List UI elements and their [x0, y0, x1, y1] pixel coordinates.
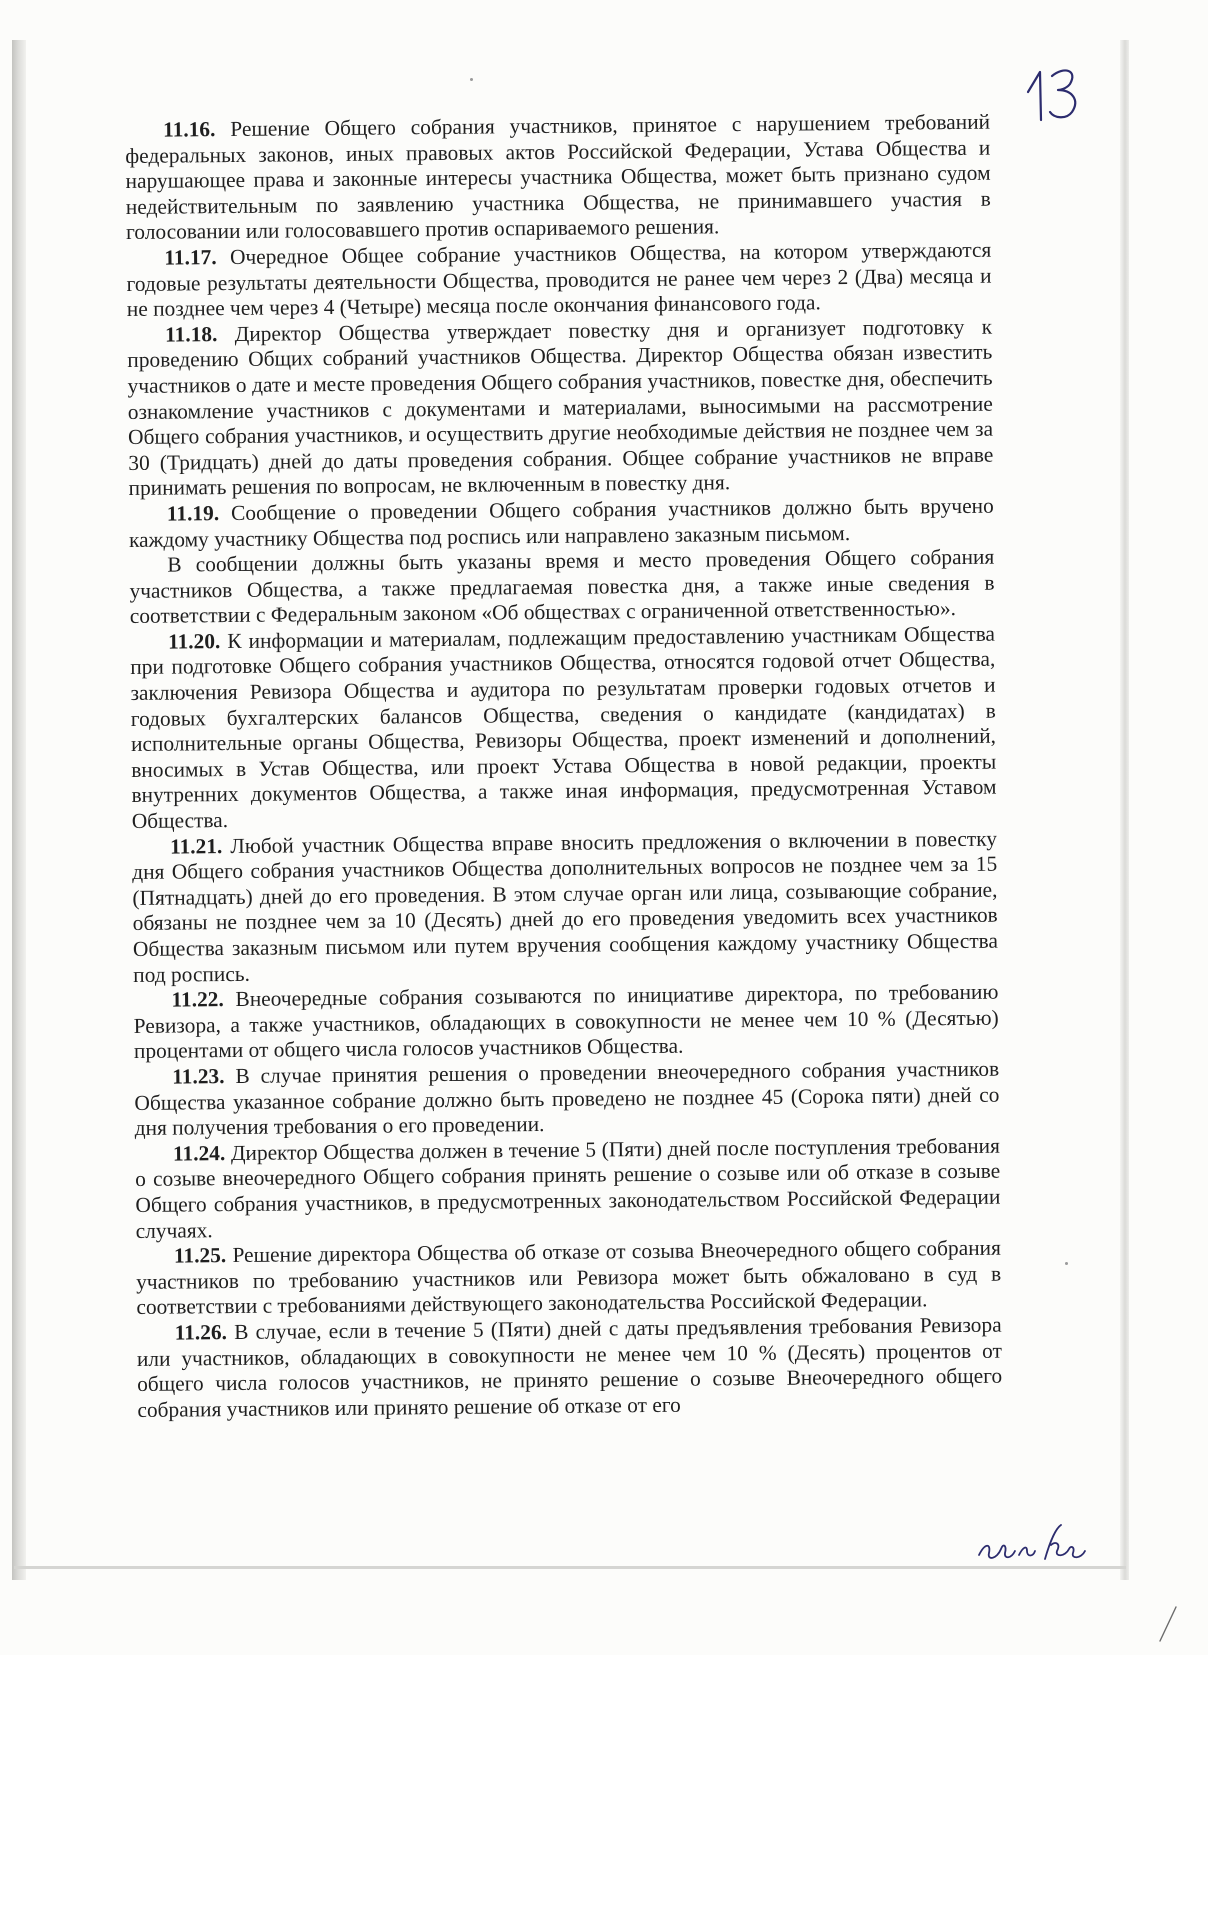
clause-11-25	[136, 1236, 1002, 1321]
scan-right-edge	[1120, 40, 1129, 1580]
clause-11-22	[133, 980, 999, 1065]
scan-speck	[470, 78, 473, 81]
clause-text: Решение Общего собрания участников, принятое с нарушением требований федеральных законов, иных правовых актов Российской Федерации, Устава Общества и нарушающее права и законные интересы участника Общества, может быть признано судом недействительным по заявлению участника Общества, не принимавшего участия в голосовании или голосовавшего против оспариваемого решения.	[125, 109, 991, 245]
clause-number: 11.24.	[172, 1140, 226, 1166]
clause-11-20	[130, 622, 997, 835]
clause-text: Сообщение о проведении Общего собрания участников должно быть вручено каждому участнику Общества под роспись или направлено заказным письмом.	[128, 493, 994, 552]
clause-number: 11.26.	[174, 1319, 228, 1345]
clause-text: Решение директора Общества об отказе от созыва Внеочередного общего собрания участников по требованию участников или Ревизора может быть обжаловано в суд в соответствии с требованиями действующего законодательства Российской Федерации.	[136, 1235, 1002, 1320]
clause-number: 11.19.	[166, 501, 220, 526]
clause-text: Директор Общества должен в течение 5 (Пяти) дней после поступления требования о созыве внеочередного Общего собрания принять решение о созыве или об отказе в созыве Общего собрания участников, в предусмотренных законодательством Российской Федерации случаях.	[135, 1133, 1001, 1243]
clause-text: В случае принятия решения о проведении внеочередного собрания участников Общества указанное собрание должно быть проведено не позднее 45 (Сорока пяти) дней со дня получения требования о его проведении.	[134, 1056, 1000, 1141]
scan-speck	[1065, 1262, 1068, 1265]
clause-text: Очередное Общее собрание участников Общества, на котором утверждаются годовые результаты деятельности Общества, проводится не ранее чем через 2 (Два) месяца и не позднее чем через 4 (Четыре) месяца после окончания финансового года.	[126, 237, 992, 322]
clause-11-19	[129, 494, 994, 553]
clause-text: В случае, если в течение 5 (Пяти) дней с даты предъявления требования Ревизора или участников, обладающих в совокупности не менее чем 10 % (Десять) процентов от общего числа голосов участников, не принято решение о созыве Внеочередного общего собрания участников или принято решение об отказе от его	[136, 1312, 1003, 1422]
clause-number: 11.16.	[162, 117, 216, 142]
clause-number: 11.20.	[167, 628, 221, 654]
clause-11-23	[134, 1057, 1000, 1142]
clause-number: 11.22.	[171, 987, 224, 1012]
clause-text: В сообщении должны быть указаны время и место проведения Общего собрания участников Общества, а также предлагаемая повестка дня, а также иные сведения в соответствии с Федеральным законом «Об обществах с ограниченной ответственностью».	[129, 544, 995, 629]
clause-number: 11.18.	[164, 321, 218, 347]
clause-number: 11.21.	[169, 833, 223, 859]
clause-text: Внеочередные собрания созываются по инициативе директора, по требованию Ревизора, а также участников, обладающих в совокупности не менее чем 10 % (Десятью) процентами от общего числа голосов участников Общества.	[133, 979, 999, 1064]
handwritten-page-number	[1020, 58, 1090, 128]
clause-number: 11.17.	[164, 245, 217, 270]
scan-left-edge	[12, 40, 26, 1580]
pen-mark	[1156, 1605, 1180, 1645]
clause-11-26	[137, 1313, 1003, 1424]
clause-number: 11.23.	[172, 1064, 225, 1089]
clause-text: Директор Общества утверждает повестку дня и организует подготовку к проведению Общих собраний участников Общества. Директор Общества обязан известить участников о дате и месте проведения Общего собрания участников, повестке дня, обеспечить ознакомление участников с документами и материалами, выносимыми на рассмотрение Общего собрания участников, и осуществить другие необходимые действия не позднее чем за 30 (Тридцать) дней до даты проведения собрания. Общее собрание участников не вправе принимать решения по вопросам, не включенным в повестку дня.	[127, 314, 994, 501]
clause-number: 11.25.	[173, 1243, 227, 1268]
clause-11-16	[125, 110, 991, 246]
document-body	[125, 110, 1002, 1424]
clause-11-24	[135, 1133, 1001, 1244]
scan-bottom-edge	[14, 1566, 1126, 1569]
clause-text: К информации и материалам, подлежащим предоставлению участникам Общества при подготовке Общего собрания участников Общества, относятся годовой отчет Общества, заключения Ревизора Общества и аудитора по результатам проверки годовых отчетов и годовых бухгалтерских балансов Общества, сведения о кандидате (кандидатах) в исполнительные органы Общества, Ревизоры Общества, проект изменений и дополнений, вносимых в Устав Общества, или проект Устава Общества в новой редакции, проекты внутренних документов Общества, а также иная информация, предусмотренная Уставом Общества.	[130, 621, 997, 833]
handwritten-signature	[975, 1515, 1095, 1570]
clause-11-18	[127, 314, 994, 501]
clause-text: Любой участник Общества вправе вносить предложения о включении в повестку дня Общего собрания участников Общества дополнительных вопросов не позднее чем за 15 (Пятнадцать) дней до его проведения. В этом случае орган или лица, созывающие собрание, обязаны не позднее чем за 10 (Десять) дней до его проведения уведомить всех участников Общества заказным письмом или путем вручения сообщения каждому участнику Общества под роспись.	[132, 826, 999, 987]
clause-11-17	[126, 238, 992, 323]
clause-11-19-notice	[129, 545, 995, 630]
clause-11-21	[132, 826, 998, 988]
